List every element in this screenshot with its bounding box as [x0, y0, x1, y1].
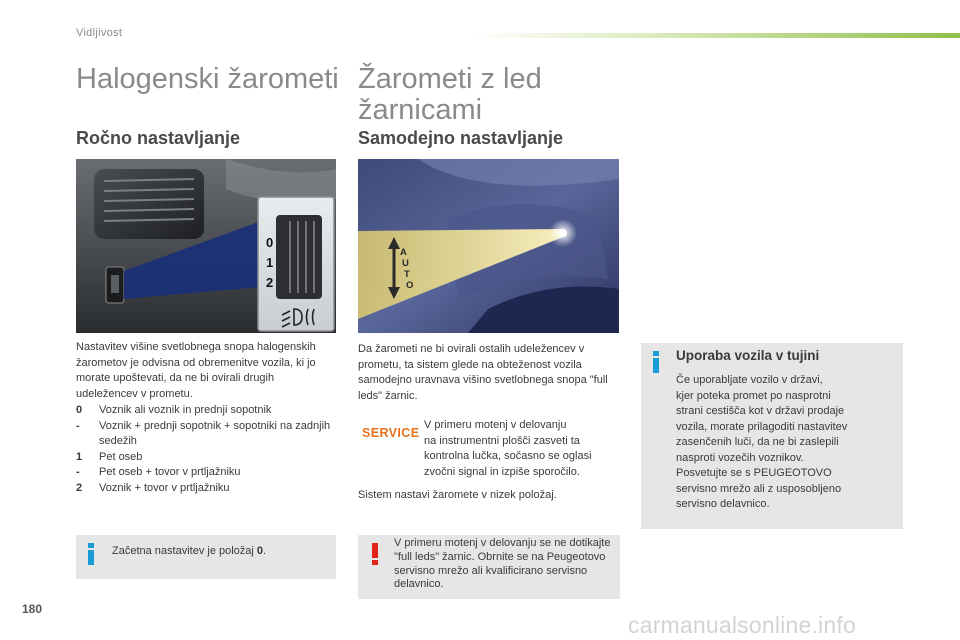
note-end: . [263, 545, 267, 557]
auto-adjust-photo [358, 159, 619, 333]
abroad-info-box [641, 343, 903, 529]
info-icon [86, 543, 96, 565]
left-intro: Nastavitev višine svetlobnega snopa halogenskih žarometov je odvisna od obremenitve vozila, ki jo morate upoštevati, da ne bi ovirali drugih udeležencev v prometu. [76, 341, 316, 400]
list-item: 1 Pet oseb [76, 450, 143, 463]
section-label: Vidljivost [76, 27, 123, 39]
service-line: kontrolna lučka, sočasno se oglasi [424, 450, 592, 462]
middle-paragraph1: Da žarometi ne bi ovirali ostalih udeležencev v prometu, ta sistem glede na obteženost vozila samodejno uravnava višino svetlobnega snopa "full leds" žarnic. [358, 343, 608, 402]
abroad-text: Če uporabljate vozilo v državi, kjer poteka promet po nasprotni strani cestišča kot v državi prodaje vozila, morate prilagoditi nastavitev zasenčenih luči, da ne bi zaslepili nasproti vozečih voznikov. Posvetujte se s PEUGEOTOVO servisno mrežo ali z usposobljeno servisno delavnico. [676, 374, 848, 510]
list-item: - Pet oseb + tovor v prtljažniku [76, 466, 241, 478]
page-number: 180 [22, 602, 43, 616]
header-rule [470, 33, 960, 38]
service-line: V primeru motenj v delovanju [424, 419, 567, 431]
middle-title-line2: žarnicami [358, 94, 483, 126]
service-note [424, 418, 620, 480]
manual-adjust-photo [76, 159, 336, 333]
list-item: 0 Voznik ali voznik in prednji sopotnik [76, 404, 272, 416]
left-title: Halogenski žarometi [76, 63, 339, 95]
load-list [76, 403, 338, 496]
watermark: carmanualsonline.info [628, 612, 856, 638]
warning-text: V primeru motenj v delovanju se ne dotikajte "full leds" žarnic. Obrnite se na Peugeotovo servisno mrežo ali kvalificirano servisno delavnico. [394, 537, 611, 591]
list-item: 2 Voznik + tovor v prtljažniku [76, 481, 230, 494]
service-line: na instrumentni plošči zasveti ta [424, 434, 580, 447]
dial-label-1: 1 [266, 255, 274, 270]
note-value: 0 [256, 545, 264, 557]
left-subtitle: Ročno nastavljanje [76, 128, 241, 148]
service-line: zvočni signal in izpiše sporočilo. [424, 465, 580, 478]
note-text: Začetna nastavitev je položaj [112, 545, 257, 557]
middle-paragraph2: Sistem nastavi žaromete v nizek položaj. [358, 489, 557, 501]
warning-note [358, 535, 620, 599]
middle-subtitle: Samodejno nastavljanje [358, 128, 564, 148]
middle-title-line1: Žarometi z led [358, 63, 542, 95]
dial-label-2: 2 [266, 275, 274, 290]
info-icon [651, 351, 661, 373]
service-warning-icon: SERVICE [362, 426, 420, 440]
abroad-title: Uporaba vozila v tujini [676, 348, 820, 363]
dial-label-0: 0 [266, 235, 274, 250]
svg-text:AUTO: A U T O [400, 247, 414, 291]
warning-icon [370, 543, 380, 565]
list-item: - Voznik + prednji sopotnik + sopotniki na zadnjih sedežih [76, 419, 331, 447]
initial-setting-note [76, 535, 336, 579]
